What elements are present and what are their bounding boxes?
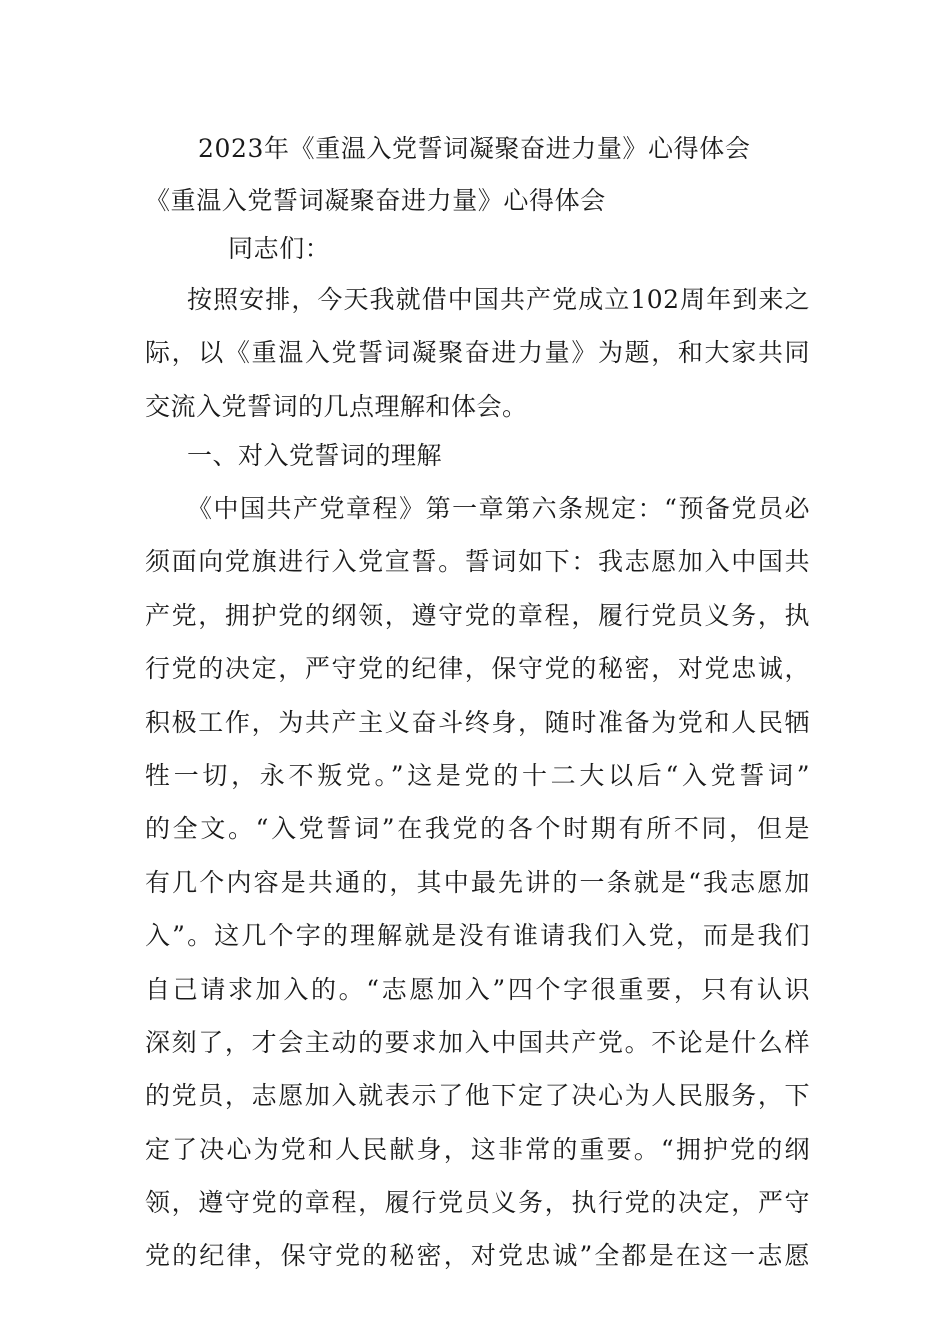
- text-line: 按照安排，今天我就借中国共产党成立102周年到来之: [187, 285, 810, 314]
- text-line: 须面向党旗进行入党宣誓。誓词如下：我志愿加入中国共: [145, 547, 810, 577]
- section-heading: [145, 429, 810, 482]
- text-line: 的全文。“入党誓词”在我党的各个时期有所不同，但是: [145, 814, 810, 844]
- text-line: 的党员，志愿加入就表示了他下定了决心为人民服务，下: [145, 1081, 810, 1111]
- text-line: 领，遵守党的章程，履行党员义务，执行党的决定，严守: [145, 1188, 810, 1218]
- text-line: 深刻了，才会主动的要求加入中国共产党。不论是什么样: [145, 1027, 810, 1057]
- document-subtitle: 《重温入党誓词凝聚奋进力量》心得体会: [145, 186, 606, 215]
- text-line: 牲一切，永不叛党。”这是党的十二大以后“入党誓词”: [145, 760, 810, 790]
- document-title: 2023年《重温入党誓词凝聚奋进力量》心得体会: [198, 134, 751, 163]
- text-line: 交流入党誓词的几点理解和体会。: [145, 391, 528, 421]
- text-line: 《中国共产党章程》第一章第六条规定：“预备党员必: [187, 494, 810, 523]
- intro-paragraph: [145, 273, 810, 433]
- text-line: 产党，拥护党的纲领，遵守党的章程，履行党员义务，执: [145, 600, 810, 630]
- salutation: 同志们：: [228, 234, 331, 263]
- text-line: 入”。这几个字的理解就是没有谁请我们入党，而是我们: [145, 921, 810, 951]
- text-line: 际，以《重温入党誓词凝聚奋进力量》为题，和大家共同: [145, 338, 810, 368]
- body-paragraph: [145, 482, 810, 1283]
- text-line: 行党的决定，严守党的纪律，保守党的秘密，对党忠诚，: [145, 654, 810, 684]
- text-line: 积极工作，为共产主义奋斗终身，随时准备为党和人民牺: [145, 707, 810, 737]
- text-line: 自己请求加入的。“志愿加入”四个字很重要，只有认识: [145, 974, 810, 1004]
- section-heading-text: 一、对入党誓词的理解: [187, 441, 443, 470]
- text-line: 有几个内容是共通的，其中最先讲的一条就是“我志愿加: [145, 867, 810, 897]
- text-line: 党的纪律，保守党的秘密，对党忠诚”全都是在这一志愿: [145, 1241, 810, 1271]
- text-line: 定了决心为党和人民献身，这非常的重要。“拥护党的纲: [145, 1134, 810, 1164]
